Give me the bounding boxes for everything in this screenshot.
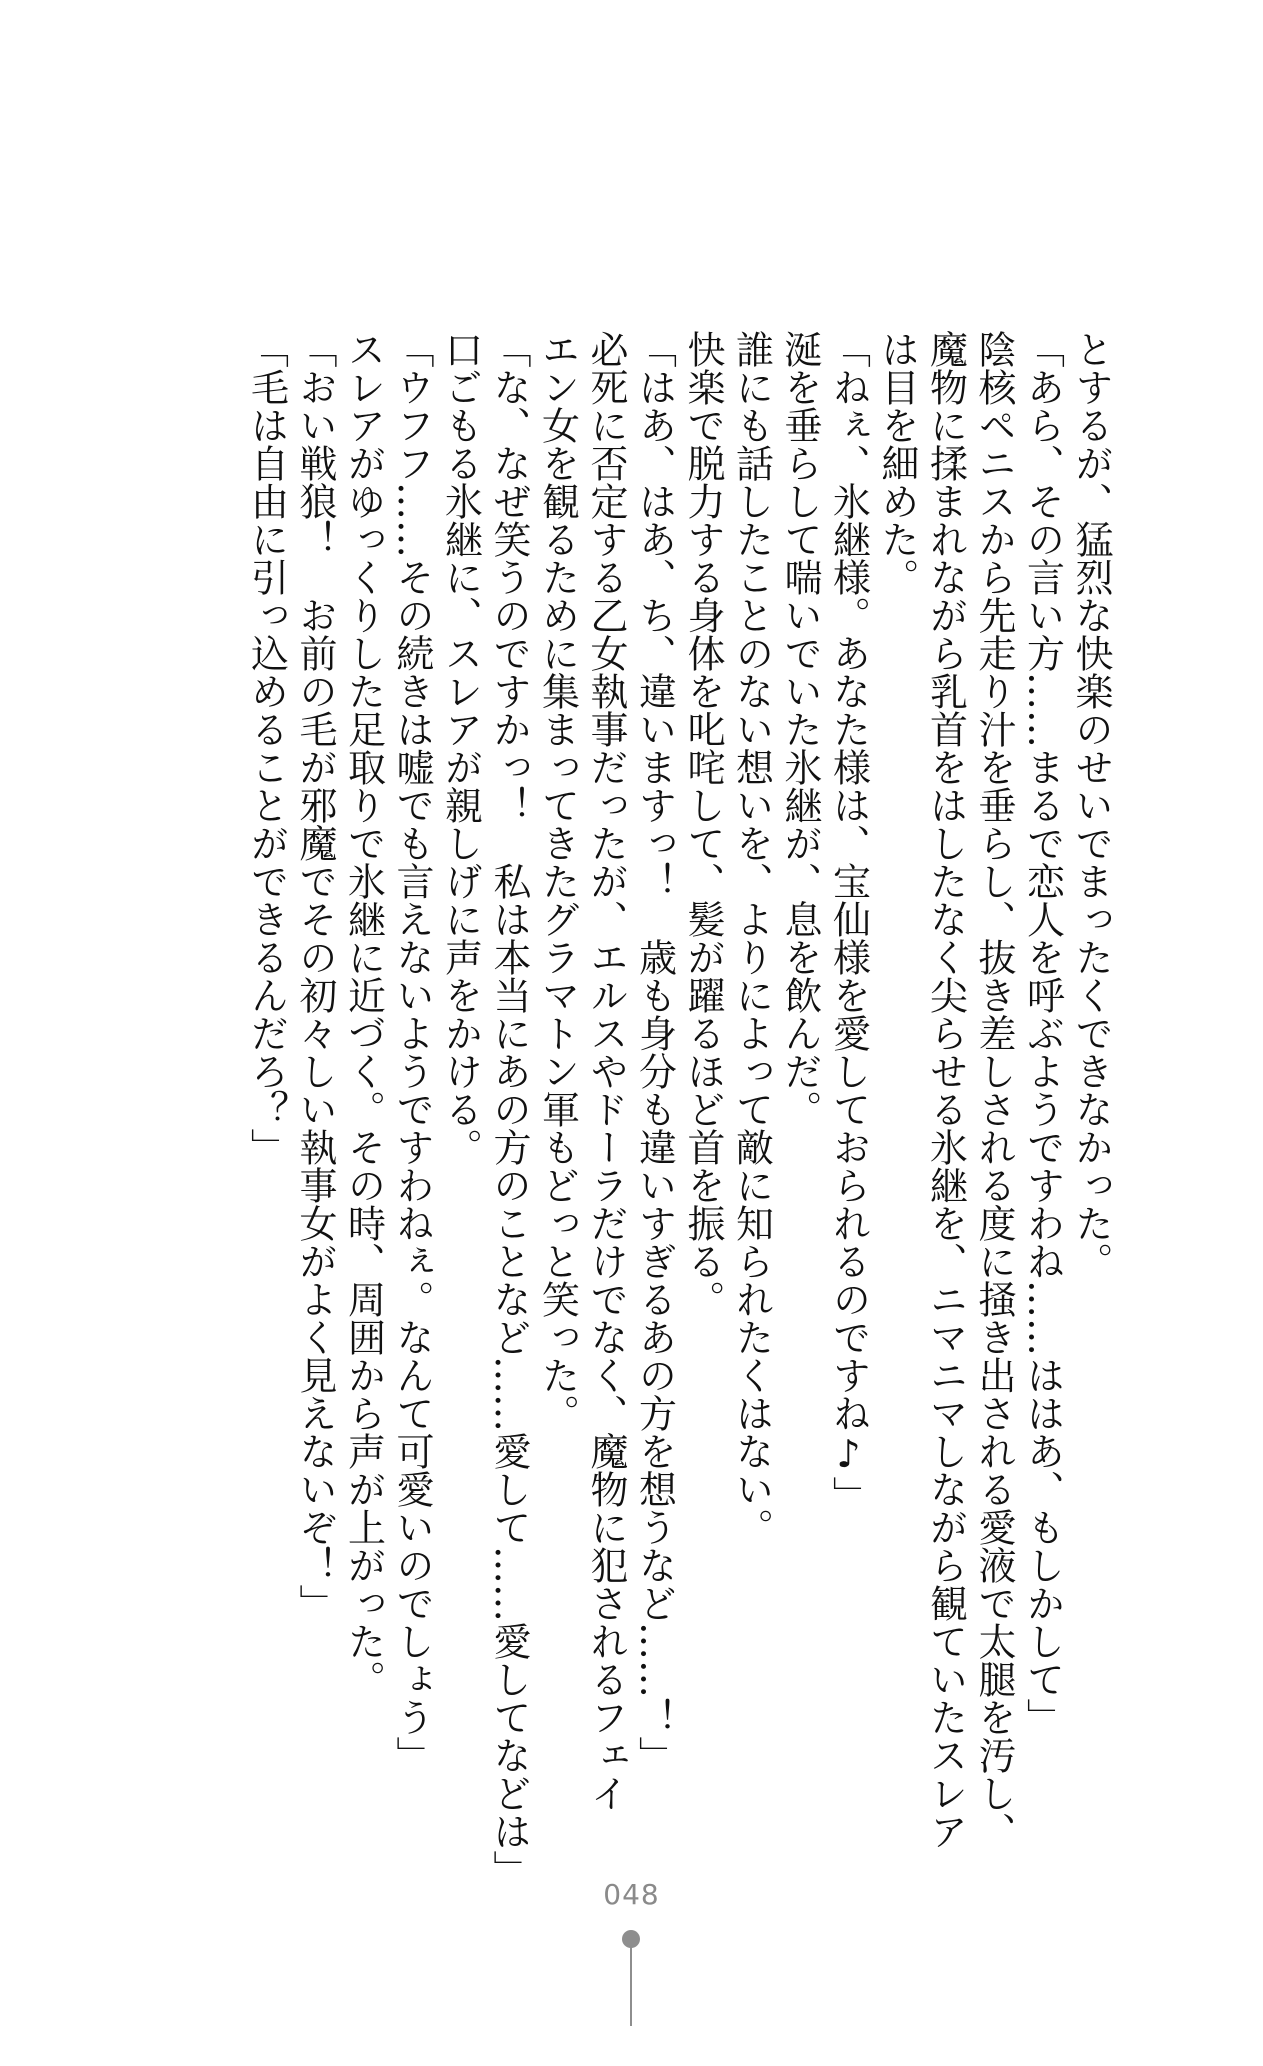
page-number: 048 [603, 1878, 660, 1911]
text-line: 「ウフフ……その続きは嘘でも言えないようですわねぇ。なんて可愛いのでしょう」 [390, 330, 434, 1774]
page-marker-line [630, 1946, 632, 2026]
text-line: 誰にも話したことのない想いを、よりによって敵に知られたくはない。 [729, 330, 774, 1546]
text-line: スレアがゆっくりした足取りで氷継に近づく。その時、周囲から声が上がった。 [341, 330, 386, 1698]
vertical-text-body [155, 330, 1115, 1888]
text-line: エン女を観るために集まってきたグラマトン軍もどっと笑った。 [535, 330, 580, 1432]
text-line: 涎を垂らして喘いでいた氷継が、息を飲んだ。 [778, 330, 822, 1128]
text-line: は目を細めた。 [875, 330, 919, 596]
text-line: 「あら、その言い方……まるで恋人を呼ぶようですわね……はは​あ、もしかして」 [1020, 330, 1065, 1736]
text-line: とするが、猛烈な快楽のせいでまったくできなかった。 [1069, 330, 1113, 1280]
text-line: 口ごもる氷継に、スレアが親しげに声をかける。 [438, 330, 483, 1166]
text-line: 「毛は自由に引っ込めることができるんだろ？」 [244, 330, 289, 1166]
text-line: 魔物に揉まれながら乳首をはしたなく尖らせる氷継を、ニマニマしながら観ていたスレア [923, 330, 968, 1850]
text-line: 「おい戦狼！ お前の毛が邪魔でその初々しい執事女がよく見えないぞ！」 [293, 330, 337, 1622]
text-line: 「な、なぜ笑うのですかっ！ 私は本当にあの方のことなど……愛して……愛してなどは」 [487, 330, 531, 1888]
text-line: 陰核ペニスから先走り汁を垂らし、抜き差しされる度に掻き出される愛液で太腿を汚し、 [972, 330, 1016, 1850]
text-line: 必死に否定する乙女執事だったが、エルスやドーラだけでなく、魔物に犯されるフェイ [584, 330, 628, 1812]
text-line: 「ねぇ、氷継様。あなた様は、宝仙様を愛しておられるのですね♪」 [826, 330, 871, 1514]
text-line: 「はあ、はあ、ち、違いますっ！ 歳も身分も違いすぎるあの方を想うなど……！」 [632, 330, 677, 1774]
text-line: 快楽で脱力する身体を叱咤して、髪が躍るほど首を振る。 [681, 330, 725, 1318]
